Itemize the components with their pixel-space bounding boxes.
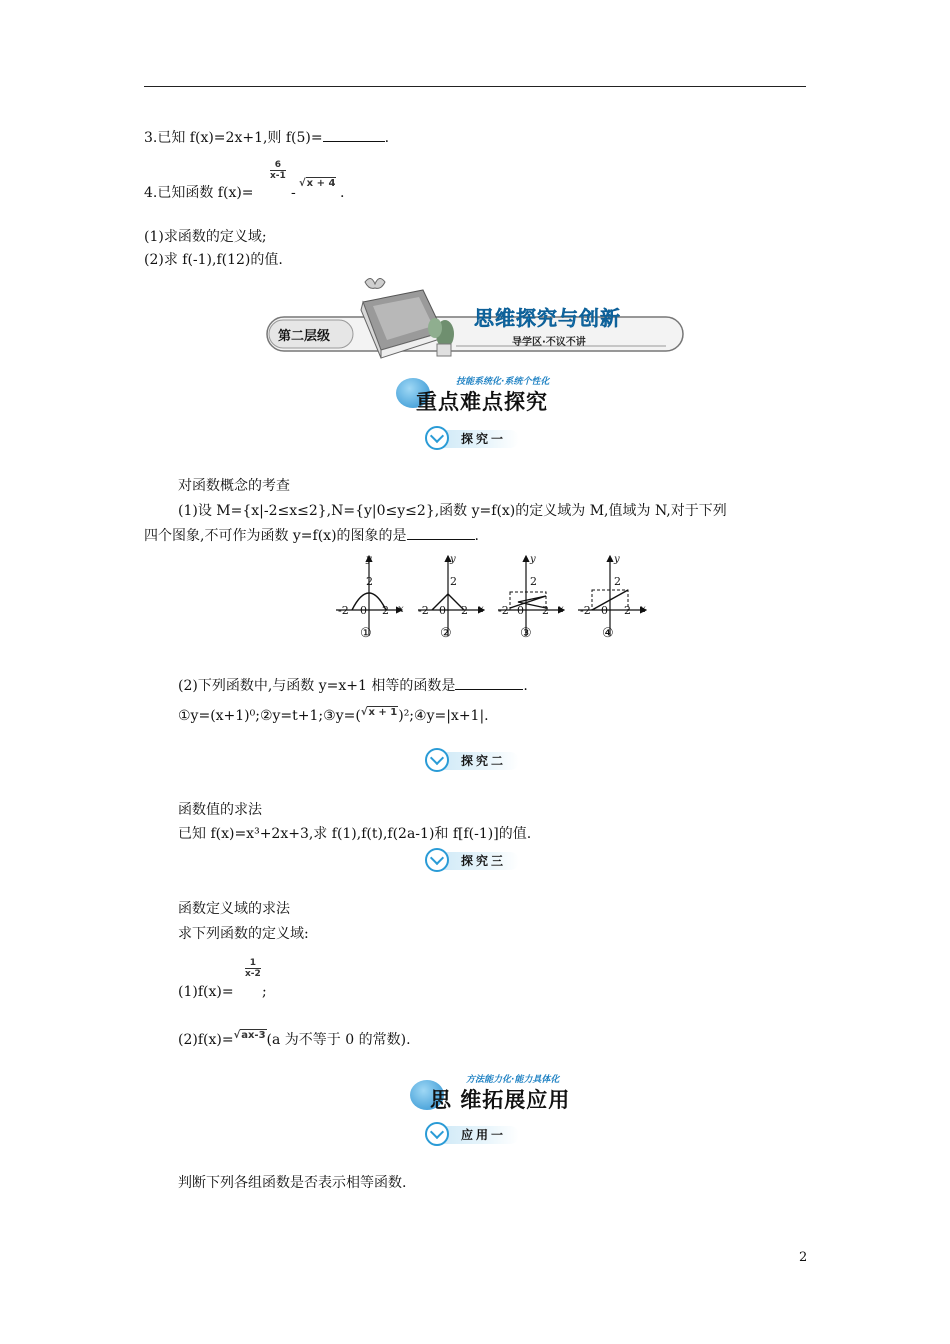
sqrt-x-plus-1: √x + 1 xyxy=(360,707,398,718)
graph-4-minus-two: -2 xyxy=(580,604,591,617)
banner-title: 思维探究与创新 xyxy=(474,306,621,330)
graph-4-number: ④ xyxy=(602,626,614,641)
explore-2-heading: 函数值的求法 xyxy=(178,802,262,818)
graph-2-minus-two: -2 xyxy=(418,604,429,617)
chevron-down-icon xyxy=(425,1122,449,1146)
graph-3-origin: 0 xyxy=(517,604,524,617)
explore-3-heading: 函数定义域的求法 xyxy=(178,901,290,917)
sqrt-x-plus-4: √x + 4 xyxy=(299,178,336,189)
fraction-1-over-x-2: $\frac{1}{x-2}$ xyxy=(245,958,261,979)
semicolon: ; xyxy=(262,984,267,1000)
minus-sign: - xyxy=(291,185,296,201)
graph-3-curve xyxy=(510,596,546,608)
explore-1-problem-1-line-1: (1)设 M={x|-2≤x≤2},N={y|0≤y≤2},函数 y=f(x)的定义域为 M,值域为 N,对于下列 xyxy=(178,503,727,519)
graph-2-x-label: x xyxy=(478,604,484,615)
section-header-title: 思 维拓展应用 xyxy=(430,1088,571,1112)
graph-3-minus-two: -2 xyxy=(498,604,509,617)
graph-3-y-label: y xyxy=(530,554,536,565)
explore-3-intro: 求下列函数的定义域: xyxy=(178,926,309,942)
graph-2-y-two: 2 xyxy=(450,575,457,588)
chevron-down-icon xyxy=(425,848,449,872)
book-plant-butterfly-icon xyxy=(345,272,465,360)
sqrt-ax-3: √ax-3 xyxy=(233,1030,266,1041)
graph-1-x-label: x xyxy=(398,604,404,615)
fraction-6-over-x-1: $\frac{6}{x-1}$ xyxy=(270,160,286,181)
graph-4-y-two: 2 xyxy=(614,575,621,588)
explore-1-problem-1-line-2: 四个图象,不可作为函数 y=f(x)的图象的是 . xyxy=(144,528,479,544)
graph-3-x-two: 2 xyxy=(542,604,549,617)
graph-1-y-label: y xyxy=(366,554,372,565)
graph-1 xyxy=(336,556,402,636)
graph-3-number: ③ xyxy=(520,626,532,641)
tag-apply-1: 应用一 xyxy=(425,1122,517,1148)
graph-2-number: ② xyxy=(440,626,452,641)
graph-4-origin: 0 xyxy=(601,604,608,617)
graph-3-y-two: 2 xyxy=(530,575,537,588)
graph-4-y-label: y xyxy=(614,554,620,565)
answer-blank xyxy=(407,527,475,540)
explore-3-problem-2: (2)f(x)=$^{√ax-3}$(a 为不等于 0 的常数). xyxy=(178,1030,411,1048)
explore-1-options: ①y=(x+1)⁰;②y=t+1;③y=($^{√x + 1}$)²;④y=|x+1|. xyxy=(178,707,489,724)
banner-left-label: 第二层级 xyxy=(278,329,331,344)
explore-3-problem-1: (1)f(x)= xyxy=(178,984,234,1000)
question-3: 3.已知 f(x)=2x+1,则 f(5)= . xyxy=(144,130,390,146)
question-4-part-1: (1)求函数的定义域; xyxy=(144,229,267,245)
tag-explore-2: 探究二 xyxy=(425,748,517,774)
graph-3 xyxy=(498,556,564,636)
tag-explore-1: 探究一 xyxy=(425,426,517,452)
graph-2-origin: 0 xyxy=(439,604,446,617)
graph-2 xyxy=(418,556,484,636)
graph-1-x-two: 2 xyxy=(382,604,389,617)
graph-3-x-label: x xyxy=(558,604,564,615)
graph-4-x-label: x xyxy=(640,604,646,615)
header-rule xyxy=(144,86,806,87)
answer-blank xyxy=(455,677,523,690)
graph-4 xyxy=(578,556,646,636)
level-banner xyxy=(266,306,684,352)
graph-1-origin: 0 xyxy=(360,604,367,617)
section-header-title: 重点难点探究 xyxy=(416,390,548,414)
answer-blank xyxy=(323,129,385,142)
graph-1-number: ① xyxy=(360,626,372,641)
banner-subtitle: 导学区·不议不讲 xyxy=(512,337,586,348)
apply-1-problem: 判断下列各组函数是否表示相等函数. xyxy=(178,1175,407,1191)
graph-2-y-label: y xyxy=(450,554,456,565)
chevron-down-icon xyxy=(425,748,449,772)
section-header-thinking-expansion xyxy=(410,1072,580,1116)
section-header-tagline: 技能系统化·系统个性化 xyxy=(456,377,550,387)
tag-explore-3: 探究三 xyxy=(425,848,517,874)
page-number: 2 xyxy=(799,1250,808,1265)
explore-1-problem-2: (2)下列函数中,与函数 y=x+1 相等的函数是 . xyxy=(178,678,528,694)
graph-4-x-two: 2 xyxy=(624,604,631,617)
section-header-tagline: 方法能力化·能力具体化 xyxy=(466,1075,560,1085)
section-header-key-difficulties xyxy=(396,370,566,414)
explore-2-problem: 已知 f(x)=x³+2x+3,求 f(1),f(t),f(2a-1)和 f[f(-1)]的值. xyxy=(178,826,532,842)
chevron-down-icon xyxy=(425,426,449,450)
explore-1-heading: 对函数概念的考查 xyxy=(178,478,290,494)
graph-1-minus-two: -2 xyxy=(338,604,349,617)
graph-2-x-two: 2 xyxy=(461,604,468,617)
period: . xyxy=(340,185,345,201)
graph-1-y-two: 2 xyxy=(366,575,373,588)
question-4: 4.已知函数 f(x)= xyxy=(144,185,254,201)
question-4-part-2: (2)求 f(-1),f(12)的值. xyxy=(144,252,283,268)
